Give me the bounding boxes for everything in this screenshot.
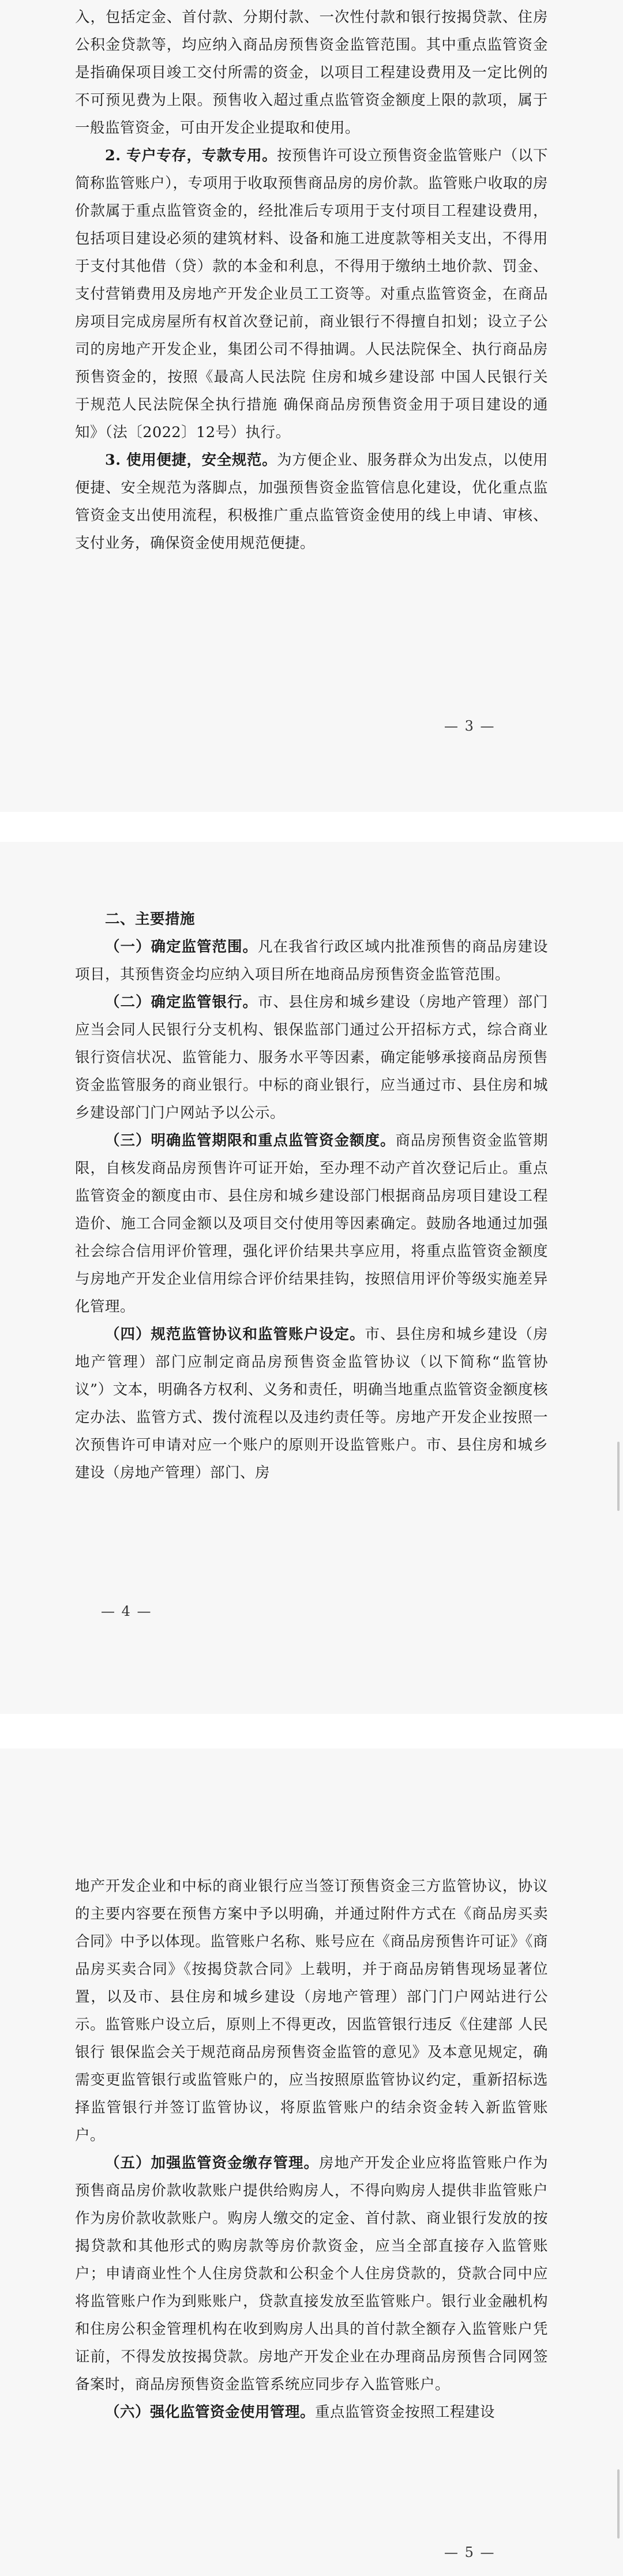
item-3-text: 为方便企业、服务群众为出发点，以使用便捷、安全规范为落脚点，加强预售资金监管信息化建设，优化重点监管资金支出使用流程，积极推广重点监管资金使用的线上申请、审核、支付业务，确保资金使用规范便捷。 [75, 452, 548, 552]
page-4-body [75, 905, 548, 1487]
section-title-text: 二、主要措施 [105, 911, 196, 928]
page-number-5: — 5 — [444, 2544, 496, 2560]
item-2-title: 2. 专户专存，专款专用。 [105, 147, 277, 164]
page-5-body [75, 1872, 548, 2426]
measure-5-title: （五）加强监管资金缴存管理。 [105, 2154, 319, 2172]
measure-3-text: 商品房预售资金监管期限，自核发商品房预售许可证开始，至办理不动产首次登记后止。重点监管资金的额度由市、县住房和城乡建设部门根据商品房项目建设工程造价、施工合同金额以及项目交付使用等因素确定。鼓励各地通过加强社会综合信用评价管理，强化评价结果共享应用，将重点监管资金额度与房地产开发企业信用综合评价结果挂钩，按照信用评价等级实施差异化管理。 [75, 1132, 548, 1315]
page-separator [0, 812, 623, 842]
measure-2-text: 市、县住房和城乡建设（房地产管理）部门应当会同人民银行分支机构、银保监部门通过公开招标方式，综合商业银行资信状况、监管能力、服务水平等因素，确定能够承接商品房预售资金监管服务的商业银行。中标的商业银行，应当通过市、县住房和城乡建设部门门户网站予以公示。 [75, 994, 548, 1122]
item-3-title: 3. 使用便捷，安全规范。 [105, 452, 277, 469]
page-3-body [75, 3, 548, 557]
measure-3-paragraph [75, 1127, 548, 1321]
page-number-4: — 4 — [101, 1603, 152, 1619]
measure-4-paragraph [75, 1321, 548, 1487]
scrollbar-thumb[interactable] [617, 1442, 620, 1511]
page-separator [0, 1714, 623, 1748]
measure-2-title: （二）确定监管银行。 [105, 994, 258, 1011]
measure-1-text: 凡在我省行政区域内批准预售的商品房建设项目，其预售资金均应纳入项目所在地商品房预售资金监管范围。 [75, 938, 548, 983]
measure-1-title: （一）确定监管范围。 [105, 938, 258, 956]
measure-3-title: （三）明确监管期限和重点监管资金额度。 [105, 1132, 396, 1149]
item-2-text: 按预售许可设立预售资金监管账户（以下简称监管账户），专项用于收取预售商品房的房价款。监管账户收取的房价款属于重点监管资金的，经批准后专项用于支付项目工程建设费用，包括项目建设必须的建筑材料、设备和施工进度款等相关支出，不得用于支付其他借（贷）款的本金和利息，不得用于缴纳土地价款、罚金、支付营销费用及房地产开发企业员工工资等。对重点监管资金，在商品房项目完成房屋所有权首次登记前，商业银行不得擅自扣划；设立子公司的房地产开发企业，集团公司不得抽调。人民法院保全、执行商品房预售资金的，按照《最高人民法院 住房和城乡建设部 中国人民银行关于规范人民法院保全执行措施 确保商品房预售资金用于项目建设的通知》（法〔2022〕12号）执行。 [75, 147, 548, 441]
measure-6-text: 重点监管资金按照工程建设 [315, 2404, 496, 2421]
measure-4-text: 市、县住房和城乡建设（房地产管理）部门应制定商品房预售资金监管协议（以下简称“监管协议”）文本，明确各方权利、义务和责任，明确当地重点监管资金额度核定办法、监管方式、拨付流程以及违约责任等。房地产开发企业按照一次预售许可申请对应一个账户的原则开设监管账户。市、县住房和城乡建设（房地产管理）部门、房 [75, 1326, 548, 1481]
item-3-paragraph [75, 446, 548, 557]
measure-6-title: （六）强化监管资金使用管理。 [105, 2404, 316, 2421]
measure-6-paragraph [75, 2398, 548, 2426]
section-title [75, 905, 548, 933]
measure-2-paragraph [75, 988, 548, 1127]
item-2-paragraph [75, 142, 548, 446]
measure-4-title: （四）规范监管协议和监管账户设定。 [105, 1326, 365, 1343]
document-page-3 [0, 0, 623, 812]
scrollbar-thumb[interactable] [617, 2469, 620, 2539]
document-page-5 [0, 1748, 623, 2576]
measure-5-text: 房地产开发企业应将监管账户作为预售商品房价款收款账户提供给购房人，不得向购房人提供非监管账户作为房价款收款账户。购房人缴交的定金、首付款、商业银行发放的按揭贷款和其他形式的购房款等房价款资金，应当全部直接存入监管账户；申请商业性个人住房贷款和公积金个人住房贷款的，贷款合同中应将监管账户作为到账账户，贷款直接发放至监管账户。银行业金融机构和住房公积金管理机构在收到购房人出具的首付款全额存入监管账户凭证前，不得发放按揭贷款。房地产开发企业在办理商品房预售合同网签备案时，商品房预售资金监管系统应同步存入监管账户。 [75, 2154, 548, 2393]
measure-1-paragraph [75, 933, 548, 988]
document-page-4 [0, 842, 623, 1714]
measure-5-paragraph [75, 2149, 548, 2398]
page-number-3: — 3 — [444, 718, 496, 734]
page-3-intro-paragraph: 入，包括定金、首付款、分期付款、一次性付款和银行按揭贷款、住房公积金贷款等，均应纳入商品房预售资金监管范围。其中重点监管资金是指确保项目竣工交付所需的资金，以项目工程建设费用及一定比例的不可预见费为上限。预售收入超过重点监管资金额度上限的款项，属于一般监管资金，可由开发企业提取和使用。 [75, 9, 548, 137]
page-5-continued-paragraph: 地产开发企业和中标的商业银行应当签订预售资金三方监管协议，协议的主要内容要在预售方案中予以明确，并通过附件方式在《商品房买卖合同》中予以体现。监管账户名称、账号应在《商品房预售许可证》《商品房买卖合同》《按揭贷款合同》上载明，并于商品房销售现场显著位置，以及市、县住房和城乡建设（房地产管理）部门门户网站进行公示。监管账户设立后，原则上不得更改，因监管银行违反《住建部 人民银行 银保监会关于规范商品房预售资金监管的意见》及本意见规定，确需变更监管银行或监管账户的，应当按照原监管协议约定，重新招标选择监管银行并签订监管协议，将原监管账户的结余资金转入新监管账户。 [75, 1878, 548, 2144]
